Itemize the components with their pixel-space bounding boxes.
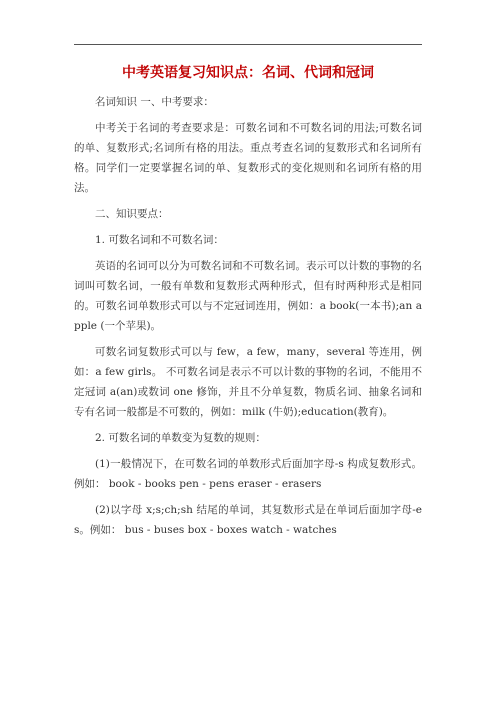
document-body [74,92,422,546]
section-heading-noun: 名词知识 一、中考要求： [95,96,214,108]
header-rule [74,44,422,45]
paragraph-countable-plural: 可数名词复数形式可以与 few，a few，many，several 等连用，例如：a few girls。 不可数名词是表示不可以计数的事物的名词，不能用不定冠词 a(an)或数词 one 修饰，并且不分单复数，物质名词、抽象名词和专有名词一般都是不可数的，例如：milk (牛奶);education(教育)。 [74,346,422,418]
rule-1: (1)一般情况下，在可数名词的单数形式后面加字母-s 构成复数形式。例如： book - books pen - pens eraser - erasers [74,458,422,490]
section-heading-knowledge: 二、知识要点： [95,208,169,220]
document-title: 中考英语复习知识点：名词、代词和冠词 [122,65,374,81]
subheading-plural-rules: 2. 可数名词的单数变为复数的规则： [95,432,266,444]
paragraph-requirements: 中考关于名词的考查要求是：可数名词和不可数名词的用法;可数名词的单、复数形式;名词所有格的用法。重点考查名词的复数形式和名词所有格。同学们一定要掌握名词的单、复数形式的变化规则和名词所有格的用法。 [74,122,422,194]
paragraph-countable-intro: 英语的名词可以分为可数名词和不可数名词。表示可以计数的事物的名词叫可数名词，一般有单数和复数形式两种形式，但有时两种形式是相同的。可数名词单数形式可以与不定冠词连用，例如：a book(一本书);an apple (一个苹果)。 [74,260,422,332]
subheading-countable: 1. 可数名词和不可数名词： [95,234,224,246]
rule-2: (2)以字母 x;s;ch;sh 结尾的单词，其复数形式是在单词后面加字母-es。例如： bus - buses box - boxes watch - watches [74,504,422,536]
